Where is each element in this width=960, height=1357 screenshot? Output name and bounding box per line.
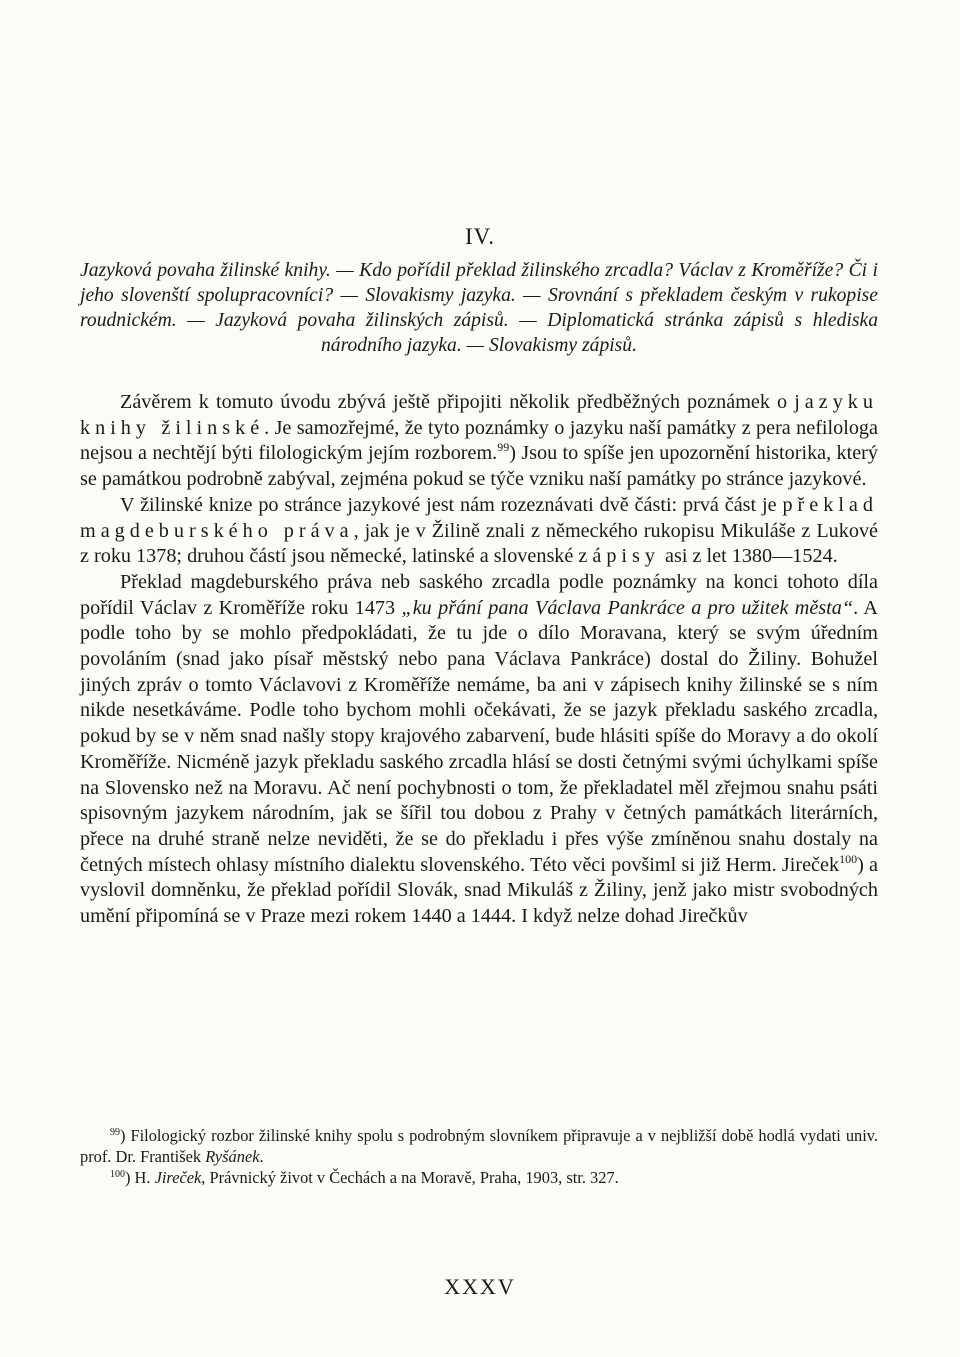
paragraph-2-spaced-term-2: zápisy [578, 545, 660, 568]
paragraph-2-text-c: , jak je v Žilině znali z německého rukopisu Mikuláše z Lukové z roku 1378; druhou částí jsou německé, latinské a slovenské [80, 519, 878, 568]
footnote-ref-100: 100 [839, 851, 858, 866]
footnote-100-text-a: ) H. [125, 1168, 155, 1187]
footnote-100-author: Jireček [154, 1168, 202, 1187]
page-number: XXXV [444, 1274, 516, 1299]
footnote-99 [80, 1125, 878, 1167]
footnote-99-author: Ryšánek [205, 1147, 260, 1166]
paragraph-1-spaced-term: jazyku knihy žilinské [80, 391, 878, 439]
paragraph-1 [80, 390, 878, 493]
footnote-99-text-a: ) Filologický rozbor žilinské knihy spolu s podrobným slovníkem připravuje a v nejbližší době hodlá vydati univ. prof. Dr. František [80, 1126, 878, 1166]
paragraph-1-text-d: ) Jsou to spíše jen upozornění historika, který se památkou podrobně zabýval, zejména pokud se týče vzniku naší památky po stránce jazykové. [80, 442, 878, 491]
paragraph-2-text-a: V žilinské knize po stránce jazykové jest nám rozeznávati dvě části: prvá část je [120, 493, 783, 516]
paragraph-2-spaced-term: překlad magdeburského práva [80, 493, 878, 542]
footnotes [80, 1125, 878, 1188]
paragraph-1-text-c: . Je samozřejmé, že tyto poznámky o jazyku naší památky z pera nefilologa nejsou a nechtějí býti filologickým jejím rozborem. [80, 416, 878, 465]
paragraph-3 [80, 570, 878, 930]
chapter-summary: Jazyková povaha žilinské knihy. — Kdo pořídil překlad žilinského zrcadla? Václav z Kroměříže? Či i jeho slovenští spolupracovníci? — Slovakismy jazyka. — Srovnání s překladem českým v rukopise roudnickém. — Jazyková povaha žilinských zápisů. — Diplomatická stránka zápisů s hlediska národního jazyka. — Slovakismy zápisů. [80, 260, 878, 356]
footnote-99-text-c: . [259, 1147, 264, 1166]
paragraph-1-text-a: Závěrem k tomuto úvodu zbývá ještě připojiti několik předběžných poznámek o [120, 391, 795, 413]
paragraph-2 [80, 493, 878, 570]
paragraph-3-text-d: ) a vyslovil domněnku, že překlad pořídil Slovák, snad Mikuláš z Žiliny, jenž jako mistr svobodných umění připomíná se v Praze mezi rokem 1440 a 1444. I když nelze dohad Jirečkův [80, 853, 879, 928]
footnote-100-number: 100 [110, 1169, 125, 1180]
paragraph-3-text-c: . A podle toho by se mohlo předpokládati, že tu jde o dílo Moravana, který se svým úředním povoláním (snad jako písař městský nebo pana Václava Pankráce) dostal do Žiliny. Bohužel jiných zpráv o tomto Václavovi z Kroměříže nemáme, ba ani v zápisech knihy žilinské se s ním nikde nesetkáváme. Podle toho bychom mohli očekávati, že se jazyk překladu saského zrcadla, pokud by se v něm snad našly stopy krajového zabarvení, bude hlásiti spíše do Moravy a do okolí Kroměříže. Nicméně jazyk překladu saského zrcadla hlásí se dosti četnými svými úchylkami spíše na Slovensko než na Moravu. Ač není pochybnosti o tom, že překladatel měl zřejmou snahu psáti spisovným jazykem národním, jak se šířil tou dobou z Prahy v četných památkách literárních, přece na druhé straně nelze neviděti, že se do překladu i přes výše zmíněnou snahu dostaly na četných místech ohlasy místního dialektu slovenského. Této věci povšiml si již Herm. Jireček [80, 596, 879, 876]
footnote-99-number: 99 [110, 1127, 120, 1138]
paragraph-2-text-e: asi z let 1380—1524. [659, 545, 838, 568]
chapter-heading: IV. [464, 224, 496, 249]
footnote-100-text-c: , Právnický život v Čechách a na Moravě, Praha, 1903, str. 327. [201, 1168, 619, 1187]
paragraph-3-text-a: Překlad magdeburského práva neb saského zrcadla podle poznámky na konci tohoto díla pořídil Václav z Kroměříže roku 1473 [80, 570, 878, 619]
body-text [80, 390, 878, 930]
footnote-100 [80, 1167, 878, 1188]
paragraph-3-quote: „ku přání pana Václava Pankráce a pro užitek města“ [401, 596, 854, 619]
footnote-ref-99: 99 [497, 440, 510, 455]
